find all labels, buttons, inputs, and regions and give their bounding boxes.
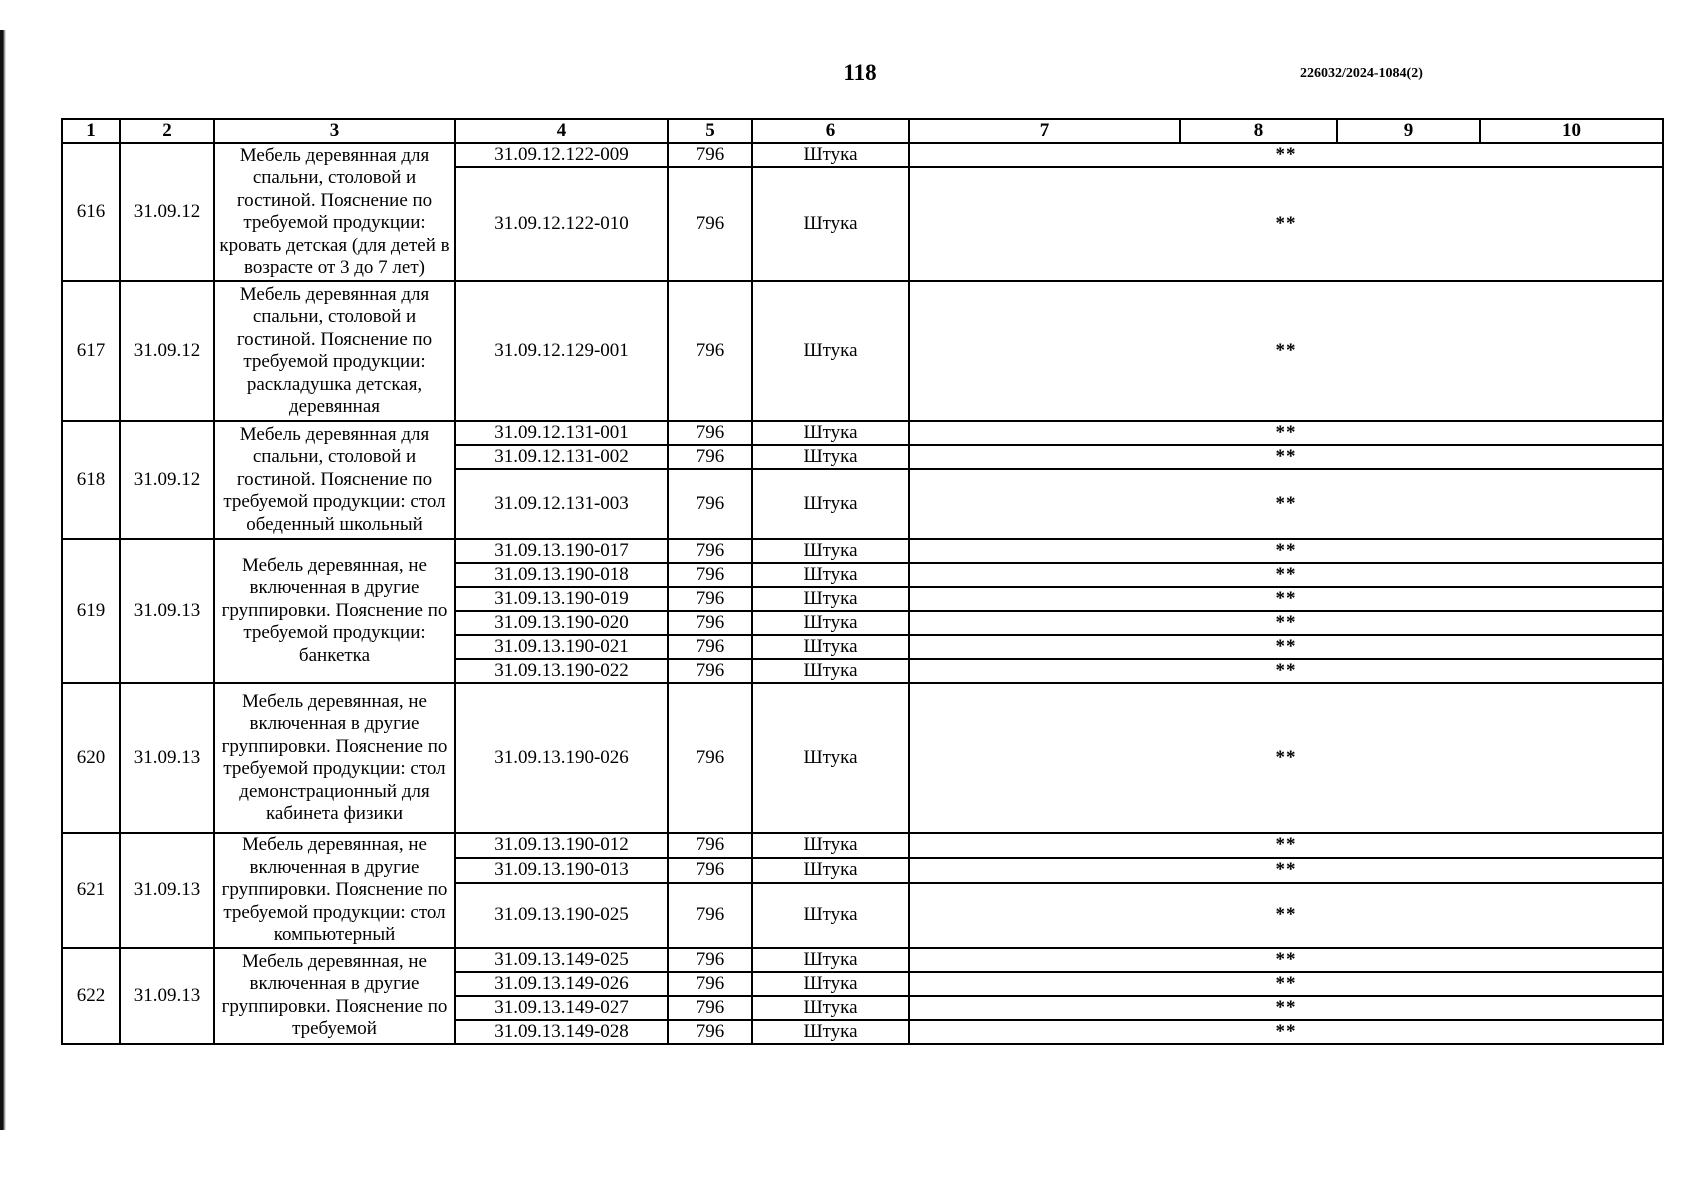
unit-cell: Штука [752,659,909,683]
unit-cell: Штука [752,281,909,421]
unit-cell: Штука [752,445,909,469]
item-code-cell: 31.09.13.149-028 [455,1020,668,1044]
item-code-cell: 31.09.13.190-022 [455,659,668,683]
characteristics-mark-cell: ** [909,683,1663,833]
characteristics-mark-cell: ** [909,611,1663,635]
characteristics-mark-cell: ** [909,948,1663,972]
okpd-code-cell: 31.09.13 [120,683,214,833]
table-row [62,539,1663,563]
item-code-cell: 31.09.13.149-027 [455,996,668,1020]
procurement-table [61,118,1664,1045]
item-code-cell: 31.09.13.149-025 [455,948,668,972]
okei-code-cell: 796 [668,683,752,833]
column-header: 3 [214,119,455,143]
characteristics-mark-cell: ** [909,469,1663,539]
unit-cell: Штука [752,996,909,1020]
characteristics-mark-cell: ** [909,858,1663,883]
row-number-cell: 619 [62,539,120,683]
row-number-cell: 617 [62,281,120,421]
okei-code-cell: 796 [668,972,752,996]
table-row [62,421,1663,445]
okei-code-cell: 796 [668,833,752,858]
okei-code-cell: 796 [668,421,752,445]
okei-code-cell: 796 [668,858,752,883]
description-cell: Мебель деревянная, не включенная в другие группировки. Пояснение по требуемой продукции: стол демонстрационный для кабинета физики [214,683,455,833]
unit-cell: Штука [752,143,909,167]
item-code-cell: 31.09.13.190-013 [455,858,668,883]
characteristics-mark-cell: ** [909,833,1663,858]
table-body [62,143,1663,1044]
row-number-cell: 620 [62,683,120,833]
okpd-code-cell: 31.09.13 [120,539,214,683]
description-cell: Мебель деревянная, не включенная в другие группировки. Пояснение по требуемой [214,948,455,1044]
okpd-code-cell: 31.09.12 [120,281,214,421]
characteristics-mark-cell: ** [909,635,1663,659]
table-row [62,948,1663,972]
column-header: 2 [120,119,214,143]
characteristics-mark-cell: ** [909,972,1663,996]
scan-edge [0,30,6,1130]
page-number: 118 [843,60,877,85]
unit-cell: Штука [752,167,909,281]
item-code-cell: 31.09.12.131-001 [455,421,668,445]
unit-cell: Штука [752,421,909,445]
unit-cell: Штука [752,539,909,563]
column-number-row [62,119,1663,143]
item-code-cell: 31.09.12.131-002 [455,445,668,469]
okei-code-cell: 796 [668,883,752,948]
okpd-code-cell: 31.09.12 [120,421,214,539]
unit-cell: Штука [752,883,909,948]
characteristics-mark-cell: ** [909,281,1663,421]
item-code-cell: 31.09.13.190-025 [455,883,668,948]
description-cell: Мебель деревянная, не включенная в другие группировки. Пояснение по требуемой продукции: банкетка [214,539,455,683]
column-header: 4 [455,119,668,143]
row-number-cell: 618 [62,421,120,539]
unit-cell: Штука [752,611,909,635]
characteristics-mark-cell: ** [909,167,1663,281]
item-code-cell: 31.09.12.122-010 [455,167,668,281]
column-header: 1 [62,119,120,143]
characteristics-mark-cell: ** [909,883,1663,948]
row-number-cell: 621 [62,833,120,948]
description-cell: Мебель деревянная для спальни, столовой и гостиной. Пояснение по требуемой продукции: стол обеденный школьный [214,421,455,539]
table-row [62,833,1663,858]
okei-code-cell: 796 [668,281,752,421]
description-cell: Мебель деревянная для спальни, столовой и гостиной. Пояснение по требуемой продукции: кровать детская (для детей в возрасте от 3 до 7 лет) [214,143,455,281]
item-code-cell: 31.09.12.131-003 [455,469,668,539]
table-row [62,281,1663,421]
item-code-cell: 31.09.13.190-017 [455,539,668,563]
unit-cell: Штука [752,683,909,833]
item-code-cell: 31.09.13.190-021 [455,635,668,659]
unit-cell: Штука [752,833,909,858]
okei-code-cell: 796 [668,469,752,539]
row-number-cell: 622 [62,948,120,1044]
unit-cell: Штука [752,972,909,996]
okei-code-cell: 796 [668,143,752,167]
okpd-code-cell: 31.09.13 [120,833,214,948]
row-number-cell: 616 [62,143,120,281]
okei-code-cell: 796 [668,563,752,587]
description-cell: Мебель деревянная, не включенная в другие группировки. Пояснение по требуемой продукции: стол компьютерный [214,833,455,948]
column-header: 8 [1180,119,1337,143]
item-code-cell: 31.09.13.190-020 [455,611,668,635]
characteristics-mark-cell: ** [909,421,1663,445]
okpd-code-cell: 31.09.12 [120,143,214,281]
description-cell: Мебель деревянная для спальни, столовой и гостиной. Пояснение по требуемой продукции: раскладушка детская, деревянная [214,281,455,421]
characteristics-mark-cell: ** [909,539,1663,563]
okei-code-cell: 796 [668,587,752,611]
item-code-cell: 31.09.13.149-026 [455,972,668,996]
unit-cell: Штука [752,635,909,659]
okei-code-cell: 796 [668,996,752,1020]
unit-cell: Штука [752,469,909,539]
okei-code-cell: 796 [668,167,752,281]
characteristics-mark-cell: ** [909,143,1663,167]
table-row [62,683,1663,833]
unit-cell: Штука [752,587,909,611]
okei-code-cell: 796 [668,445,752,469]
characteristics-mark-cell: ** [909,587,1663,611]
item-code-cell: 31.09.12.129-001 [455,281,668,421]
okei-code-cell: 796 [668,611,752,635]
okei-code-cell: 796 [668,1020,752,1044]
item-code-cell: 31.09.13.190-018 [455,563,668,587]
item-code-cell: 31.09.13.190-026 [455,683,668,833]
okei-code-cell: 796 [668,659,752,683]
table-row [62,143,1663,167]
unit-cell: Штука [752,1020,909,1044]
characteristics-mark-cell: ** [909,1020,1663,1044]
column-header: 6 [752,119,909,143]
characteristics-mark-cell: ** [909,659,1663,683]
item-code-cell: 31.09.13.190-012 [455,833,668,858]
unit-cell: Штука [752,563,909,587]
unit-cell: Штука [752,858,909,883]
item-code-cell: 31.09.13.190-019 [455,587,668,611]
okei-code-cell: 796 [668,539,752,563]
okpd-code-cell: 31.09.13 [120,948,214,1044]
characteristics-mark-cell: ** [909,445,1663,469]
column-header: 7 [909,119,1180,143]
document-id: 226032/2024-1084(2) [1300,66,1423,81]
unit-cell: Штука [752,948,909,972]
item-code-cell: 31.09.12.122-009 [455,143,668,167]
column-header: 10 [1480,119,1663,143]
column-header: 9 [1337,119,1480,143]
okei-code-cell: 796 [668,635,752,659]
okei-code-cell: 796 [668,948,752,972]
characteristics-mark-cell: ** [909,996,1663,1020]
column-header: 5 [668,119,752,143]
characteristics-mark-cell: ** [909,563,1663,587]
